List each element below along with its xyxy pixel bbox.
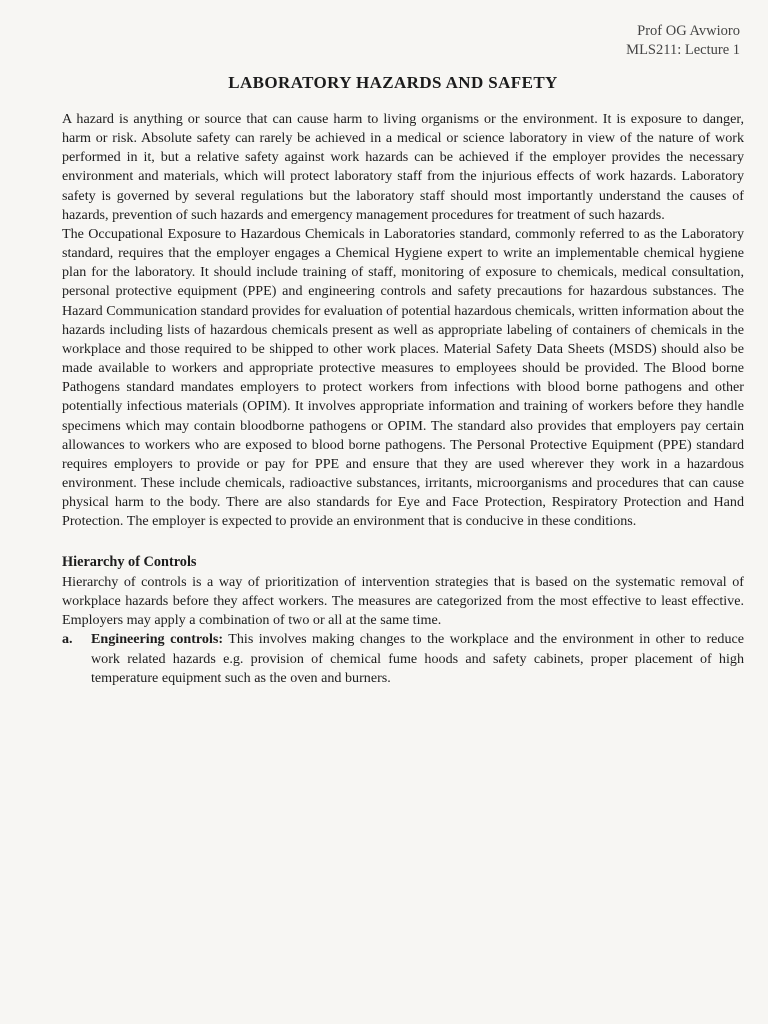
- section-heading: Hierarchy of Controls: [62, 554, 197, 571]
- document-title: LABORATORY HAZARDS AND SAFETY: [228, 73, 558, 92]
- author-name: Prof OG Avwioro: [637, 23, 740, 39]
- list-marker: a.: [62, 631, 73, 648]
- controls-list: [62, 630, 744, 687]
- course-lecture: MLS211: Lecture 1: [626, 42, 740, 58]
- page-header: [626, 22, 740, 60]
- list-item-text: This involves making changes to the workplace and the environment in other to reduce work related hazards e.g. provision of chemical fume hoods and safety cabinets, proper placement of high temperature equipment such as the oven and burners.: [91, 631, 744, 686]
- hierarchy-paragraph: Hierarchy of controls is a way of prioritization of intervention strategies that is based on the systematic removal of workplace hazards before they affect workers. The measures are categorized from the most effective to least effective. Employers may apply a combination of two or all at the same time.: [62, 573, 744, 629]
- standards-paragraph: The Occupational Exposure to Hazardous Chemicals in Laboratories standard, commonly referred to as the Laboratory standard, requires that the employer engages a Chemical Hygiene expert to write an implementable chemical hygiene plan for the laboratory. It should include training of staff, monitoring of exposure to chemicals, medical consultation, personal protective equipment (PPE) and engineering controls and safety precautions for hazardous substances. The Hazard Communication standard provides for evaluation of potential hazardous chemicals, written information about the hazards including lists of hazardous chemicals present as well as appropriate labeling of containers of chemicals in the workplace and those required to be shipped to other work places. Material Safety Data Sheets (MSDS) should also be made available to workers and appropriate protective measures to employees should be provided. The Blood borne Pathogens standard mandates employers to protect workers from infections with blood borne pathogens and other potentially infectious materials (OPIM). It involves appropriate information and training of workers before they handle specimens which may contain bloodborne pathogens or OPIM. The standard also provides that employers pay certain allowances to workers who are exposed to blood borne pathogens. The Personal Protective Equipment (PPE) standard requires employers to provide or pay for PPE and ensure that they are used wherever they work in a hazardous environment. These include chemicals, radioactive substances, irritants, microorganisms and procedures that can cause physical harm to the body. There are also standards for Eye and Face Protection, Respiratory Protection and Hand Protection. The employer is expected to provide an environment that is conducive in these conditions.: [62, 225, 744, 530]
- list-item: [62, 630, 744, 687]
- intro-paragraph: A hazard is anything or source that can cause harm to living organisms or the environment. It is exposure to danger, harm or risk. Absolute safety can rarely be achieved in a medical or science laboratory in view of the nature of work performed in it, but a relative safety against work hazards can be achieved if the employer provides the necessary environment and materials, which will protect laboratory staff from the injurious effects of work hazards. Laboratory safety is governed by several regulations but the laboratory staff should most importantly understand the causes of hazards, prevention of such hazards and emergency management procedures for treatment of such hazards.: [62, 111, 744, 223]
- list-item-content: [91, 630, 744, 687]
- list-item-term: Engineering controls:: [91, 631, 224, 648]
